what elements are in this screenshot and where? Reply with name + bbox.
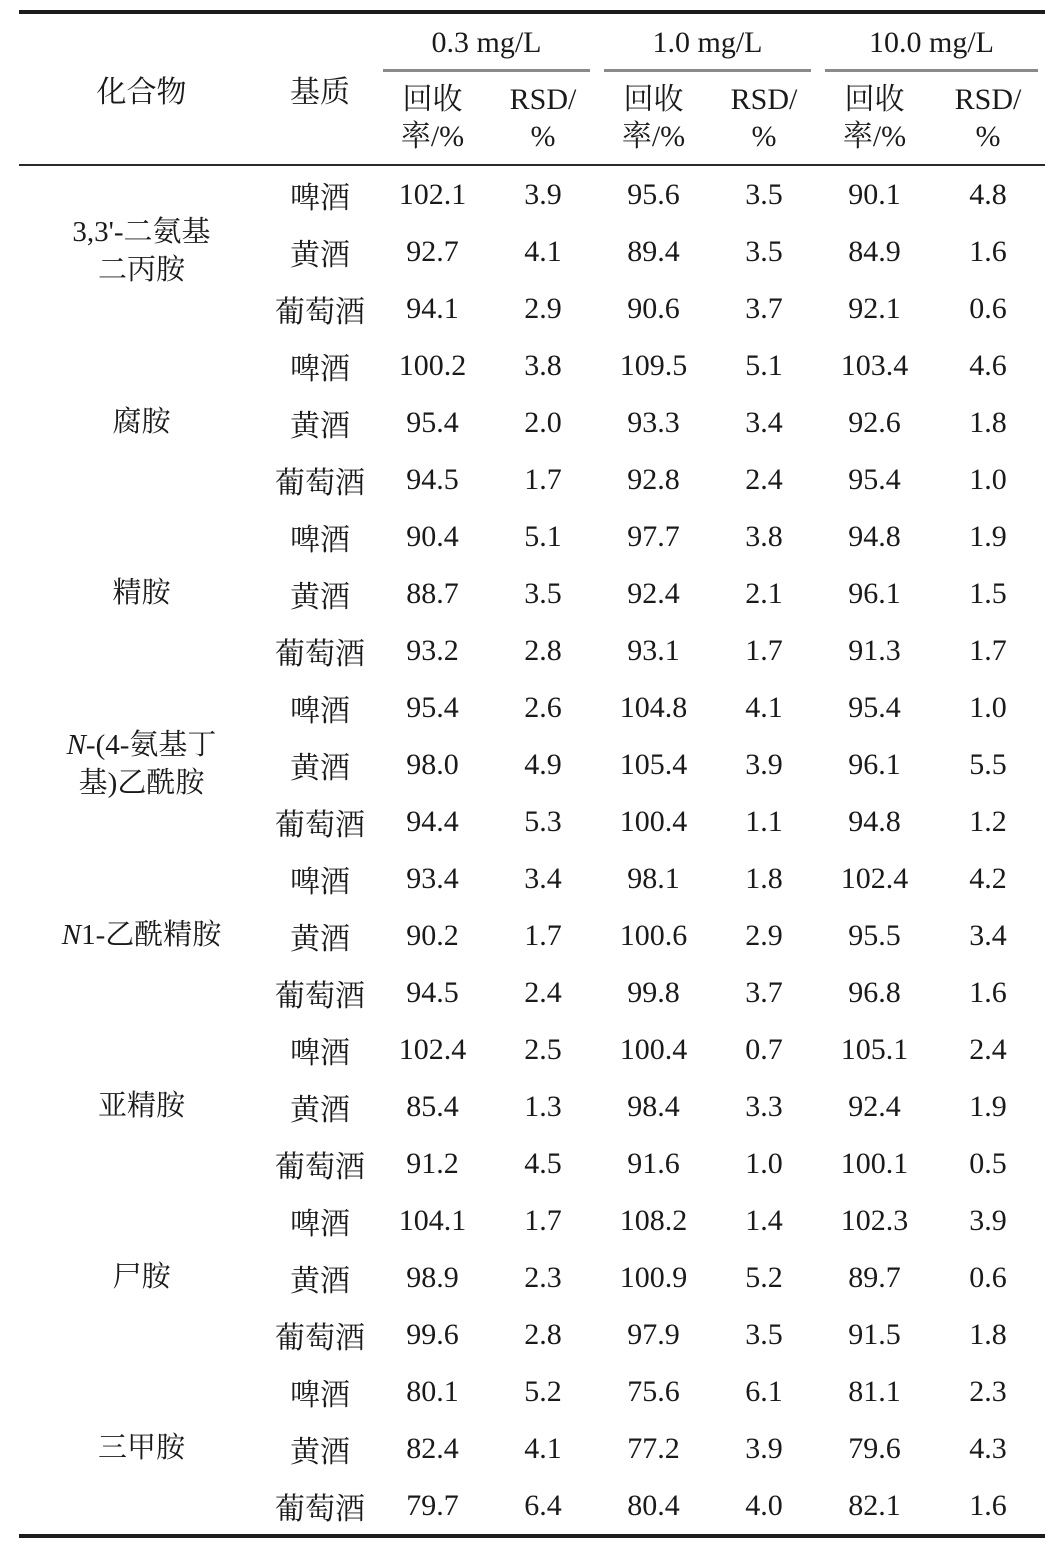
rsd-value-cell: 6.4 <box>524 1488 562 1522</box>
matrix-cell: 葡萄酒 <box>275 1321 365 1355</box>
rsd-value-cell: 3.5 <box>745 234 783 268</box>
matrix-cell: 啤酒 <box>290 181 350 215</box>
recovery-value-cell: 104.8 <box>619 690 688 724</box>
recovery-value-cell: 75.6 <box>627 1374 680 1408</box>
recovery-value-cell: 98.4 <box>627 1089 680 1123</box>
rsd-value-cell: 2.3 <box>524 1260 562 1294</box>
rsd-value-cell: 3.7 <box>745 975 783 1009</box>
recovery-value-cell: 104.1 <box>398 1203 467 1237</box>
compound-name-line: 腐胺 <box>112 405 171 438</box>
rsd-value-cell: 3.5 <box>745 1317 783 1351</box>
rsd-value-cell: 3.9 <box>745 1431 783 1465</box>
rsd-value-cell: 6.1 <box>745 1374 783 1408</box>
compound-name-line: 三甲胺 <box>97 1431 185 1464</box>
rsd-value-cell: 0.6 <box>969 1260 1007 1294</box>
rsd-value-cell: 5.2 <box>745 1260 783 1294</box>
rsd-value-cell: 2.8 <box>524 633 562 667</box>
matrix-cell: 啤酒 <box>290 523 350 557</box>
recovery-value-cell: 95.6 <box>627 177 680 211</box>
rsd-value-cell: 2.0 <box>524 405 562 439</box>
rsd-value-cell: 3.7 <box>745 291 783 325</box>
recovery-value-cell: 85.4 <box>406 1089 459 1123</box>
rsd-value-cell: 3.8 <box>745 519 783 553</box>
rsd-value-cell: 1.8 <box>969 1317 1007 1351</box>
col-header-recovery-1: 回收 率/% <box>597 74 710 165</box>
rsd-value-cell: 4.8 <box>969 177 1007 211</box>
col-header-spike-level-2 <box>818 12 1045 74</box>
recovery-value-cell: 89.4 <box>627 234 680 268</box>
recovery-value-cell: 92.4 <box>848 1089 901 1123</box>
col-header-rsd-0: RSD/ % <box>489 74 597 165</box>
recovery-value-cell: 91.6 <box>627 1146 680 1180</box>
recovery-value-cell: 92.4 <box>627 576 680 610</box>
recovery-value-cell: 100.2 <box>398 348 467 382</box>
rsd-value-cell: 4.6 <box>969 348 1007 382</box>
rsd-value-cell: 2.3 <box>969 1374 1007 1408</box>
rsd-value-cell: 3.4 <box>524 861 562 895</box>
rsd-value-cell: 0.7 <box>745 1032 783 1066</box>
matrix-cell: 啤酒 <box>290 352 350 386</box>
table-row <box>19 165 1045 223</box>
recovery-value-cell: 84.9 <box>848 234 901 268</box>
rsd-value-cell: 2.8 <box>524 1317 562 1351</box>
matrix-cell: 葡萄酒 <box>275 466 365 500</box>
rsd-value-cell: 2.4 <box>524 975 562 1009</box>
matrix-cell: 葡萄酒 <box>275 637 365 671</box>
rsd-value-cell: 1.8 <box>745 861 783 895</box>
spike-level-label: 10.0 mg/L <box>825 14 1038 72</box>
rsd-value-cell: 3.8 <box>524 348 562 382</box>
recovery-value-cell: 95.4 <box>848 462 901 496</box>
recovery-value-cell: 82.1 <box>848 1488 901 1522</box>
rsd-value-cell: 2.9 <box>745 918 783 952</box>
recovery-rsd-table <box>19 10 1045 1538</box>
col-header-compound: 化合物 <box>19 12 264 165</box>
rsd-value-cell: 2.5 <box>524 1032 562 1066</box>
rsd-value-cell: 3.5 <box>745 177 783 211</box>
recovery-value-cell: 95.4 <box>406 405 459 439</box>
matrix-cell: 葡萄酒 <box>275 979 365 1013</box>
compound-name-line: 尸胺 <box>112 1260 171 1293</box>
recovery-value-cell: 93.4 <box>406 861 459 895</box>
rsd-value-cell: 5.1 <box>524 519 562 553</box>
compound-name-line: N1-乙酰精胺 <box>61 918 222 951</box>
matrix-cell: 葡萄酒 <box>275 1150 365 1184</box>
matrix-cell: 啤酒 <box>290 865 350 899</box>
recovery-value-cell: 92.7 <box>406 234 459 268</box>
rsd-value-cell: 4.5 <box>524 1146 562 1180</box>
recovery-value-cell: 94.5 <box>406 975 459 1009</box>
recovery-value-cell: 90.1 <box>848 177 901 211</box>
recovery-value-cell: 108.2 <box>619 1203 688 1237</box>
rsd-value-cell: 4.9 <box>524 747 562 781</box>
recovery-value-cell: 100.4 <box>619 1032 688 1066</box>
compound-cell <box>19 1021 264 1192</box>
matrix-cell: 黄酒 <box>290 751 350 785</box>
matrix-cell: 葡萄酒 <box>275 295 365 329</box>
recovery-value-cell: 95.4 <box>848 690 901 724</box>
spike-level-label: 0.3 mg/L <box>383 14 590 72</box>
rsd-value-cell: 5.5 <box>969 747 1007 781</box>
recovery-value-cell: 94.1 <box>406 291 459 325</box>
rsd-value-cell: 1.7 <box>745 633 783 667</box>
recovery-value-cell: 97.7 <box>627 519 680 553</box>
col-header-rsd-1: RSD/ % <box>710 74 818 165</box>
rsd-value-cell: 2.1 <box>745 576 783 610</box>
rsd-value-cell: 3.3 <box>745 1089 783 1123</box>
recovery-value-cell: 99.8 <box>627 975 680 1009</box>
table-row <box>19 337 1045 394</box>
recovery-value-cell: 100.6 <box>619 918 688 952</box>
matrix-cell: 葡萄酒 <box>275 1492 365 1526</box>
rsd-value-cell: 1.9 <box>969 1089 1007 1123</box>
rsd-value-cell: 5.1 <box>745 348 783 382</box>
rsd-value-cell: 2.6 <box>524 690 562 724</box>
recovery-value-cell: 80.4 <box>627 1488 680 1522</box>
table-row <box>19 850 1045 907</box>
recovery-value-cell: 98.1 <box>627 861 680 895</box>
matrix-cell: 黄酒 <box>290 1435 350 1469</box>
recovery-value-cell: 94.4 <box>406 804 459 838</box>
col-header-rsd-2: RSD/ % <box>931 74 1045 165</box>
rsd-value-cell: 1.7 <box>524 1203 562 1237</box>
matrix-cell: 黄酒 <box>290 1264 350 1298</box>
matrix-cell: 黄酒 <box>290 238 350 272</box>
rsd-value-cell: 1.6 <box>969 1488 1007 1522</box>
recovery-value-cell: 93.1 <box>627 633 680 667</box>
recovery-value-cell: 95.4 <box>406 690 459 724</box>
recovery-value-cell: 98.0 <box>406 747 459 781</box>
rsd-value-cell: 0.5 <box>969 1146 1007 1180</box>
matrix-cell: 啤酒 <box>290 1036 350 1070</box>
recovery-value-cell: 105.4 <box>619 747 688 781</box>
rsd-value-cell: 1.1 <box>745 804 783 838</box>
compound-name-line: 亚精胺 <box>97 1089 185 1122</box>
rsd-value-cell: 1.7 <box>524 918 562 952</box>
recovery-value-cell: 96.1 <box>848 576 901 610</box>
rsd-value-cell: 1.0 <box>745 1146 783 1180</box>
spike-level-label: 1.0 mg/L <box>604 14 811 72</box>
compound-cell <box>19 1192 264 1363</box>
col-header-spike-level-1 <box>597 12 818 74</box>
rsd-value-cell: 1.9 <box>969 519 1007 553</box>
rsd-value-cell: 3.9 <box>524 177 562 211</box>
recovery-value-cell: 82.4 <box>406 1431 459 1465</box>
compound-cell <box>19 1363 264 1536</box>
recovery-value-cell: 90.4 <box>406 519 459 553</box>
rsd-value-cell: 4.1 <box>745 690 783 724</box>
recovery-value-cell: 100.1 <box>840 1146 909 1180</box>
table-row <box>19 1363 1045 1420</box>
rsd-value-cell: 4.2 <box>969 861 1007 895</box>
matrix-cell: 黄酒 <box>290 1093 350 1127</box>
recovery-value-cell: 102.4 <box>840 861 909 895</box>
recovery-value-cell: 99.6 <box>406 1317 459 1351</box>
recovery-value-cell: 94.8 <box>848 804 901 838</box>
compound-cell <box>19 679 264 850</box>
matrix-cell: 啤酒 <box>290 694 350 728</box>
rsd-value-cell: 1.6 <box>969 234 1007 268</box>
recovery-value-cell: 103.4 <box>840 348 909 382</box>
recovery-value-cell: 80.1 <box>406 1374 459 1408</box>
matrix-cell: 葡萄酒 <box>275 808 365 842</box>
recovery-value-cell: 93.3 <box>627 405 680 439</box>
rsd-value-cell: 1.7 <box>969 633 1007 667</box>
recovery-value-cell: 96.8 <box>848 975 901 1009</box>
col-header-recovery-2: 回收 率/% <box>818 74 931 165</box>
recovery-value-cell: 90.2 <box>406 918 459 952</box>
rsd-value-cell: 2.4 <box>745 462 783 496</box>
rsd-value-cell: 3.9 <box>969 1203 1007 1237</box>
recovery-value-cell: 81.1 <box>848 1374 901 1408</box>
recovery-value-cell: 98.9 <box>406 1260 459 1294</box>
recovery-value-cell: 97.9 <box>627 1317 680 1351</box>
rsd-value-cell: 3.4 <box>745 405 783 439</box>
matrix-cell: 啤酒 <box>290 1378 350 1412</box>
rsd-value-cell: 3.4 <box>969 918 1007 952</box>
recovery-value-cell: 92.1 <box>848 291 901 325</box>
compound-name-line: 精胺 <box>112 576 171 609</box>
rsd-value-cell: 1.8 <box>969 405 1007 439</box>
recovery-value-cell: 95.5 <box>848 918 901 952</box>
recovery-value-cell: 89.7 <box>848 1260 901 1294</box>
recovery-value-cell: 91.3 <box>848 633 901 667</box>
compound-cell <box>19 850 264 1021</box>
col-header-recovery-0: 回收 率/% <box>376 74 489 165</box>
rsd-value-cell: 1.2 <box>969 804 1007 838</box>
recovery-value-cell: 91.5 <box>848 1317 901 1351</box>
recovery-value-cell: 90.6 <box>627 291 680 325</box>
compound-name-line: 基)乙酰胺 <box>78 766 205 799</box>
rsd-value-cell: 0.6 <box>969 291 1007 325</box>
header-row-groups <box>19 12 1045 74</box>
compound-cell <box>19 337 264 508</box>
matrix-cell: 黄酒 <box>290 580 350 614</box>
col-header-spike-level-0 <box>376 12 597 74</box>
recovery-value-cell: 94.8 <box>848 519 901 553</box>
recovery-value-cell: 102.1 <box>398 177 467 211</box>
rsd-value-cell: 2.4 <box>969 1032 1007 1066</box>
col-header-matrix: 基质 <box>264 12 376 165</box>
table-row <box>19 508 1045 565</box>
table-row <box>19 1021 1045 1078</box>
table-body <box>19 165 1045 1536</box>
matrix-cell: 黄酒 <box>290 922 350 956</box>
recovery-value-cell: 96.1 <box>848 747 901 781</box>
recovery-value-cell: 91.2 <box>406 1146 459 1180</box>
recovery-value-cell: 92.8 <box>627 462 680 496</box>
rsd-value-cell: 4.3 <box>969 1431 1007 1465</box>
rsd-value-cell: 1.6 <box>969 975 1007 1009</box>
recovery-value-cell: 100.4 <box>619 804 688 838</box>
rsd-value-cell: 1.4 <box>745 1203 783 1237</box>
recovery-value-cell: 102.3 <box>840 1203 909 1237</box>
recovery-value-cell: 109.5 <box>619 348 688 382</box>
rsd-value-cell: 4.1 <box>524 1431 562 1465</box>
rsd-value-cell: 1.7 <box>524 462 562 496</box>
rsd-value-cell: 5.3 <box>524 804 562 838</box>
rsd-value-cell: 1.0 <box>969 690 1007 724</box>
matrix-cell: 啤酒 <box>290 1207 350 1241</box>
recovery-value-cell: 92.6 <box>848 405 901 439</box>
compound-name-line: 3,3'-二氨基 <box>72 215 211 248</box>
rsd-value-cell: 5.2 <box>524 1374 562 1408</box>
rsd-value-cell: 1.0 <box>969 462 1007 496</box>
recovery-value-cell: 79.7 <box>406 1488 459 1522</box>
recovery-value-cell: 94.5 <box>406 462 459 496</box>
recovery-value-cell: 105.1 <box>840 1032 909 1066</box>
recovery-value-cell: 102.4 <box>398 1032 467 1066</box>
recovery-value-cell: 77.2 <box>627 1431 680 1465</box>
compound-name-line: 二丙胺 <box>97 253 185 286</box>
recovery-value-cell: 79.6 <box>848 1431 901 1465</box>
matrix-cell: 黄酒 <box>290 409 350 443</box>
table-row <box>19 679 1045 736</box>
compound-name-line: N-(4-氨基丁 <box>66 728 217 761</box>
recovery-value-cell: 88.7 <box>406 576 459 610</box>
table-row <box>19 1192 1045 1249</box>
rsd-value-cell: 4.0 <box>745 1488 783 1522</box>
rsd-value-cell: 3.9 <box>745 747 783 781</box>
rsd-value-cell: 2.9 <box>524 291 562 325</box>
rsd-value-cell: 3.5 <box>524 576 562 610</box>
rsd-value-cell: 1.5 <box>969 576 1007 610</box>
compound-cell <box>19 508 264 679</box>
recovery-value-cell: 93.2 <box>406 633 459 667</box>
recovery-value-cell: 100.9 <box>619 1260 688 1294</box>
rsd-value-cell: 1.3 <box>524 1089 562 1123</box>
compound-cell <box>19 165 264 337</box>
rsd-value-cell: 4.1 <box>524 234 562 268</box>
